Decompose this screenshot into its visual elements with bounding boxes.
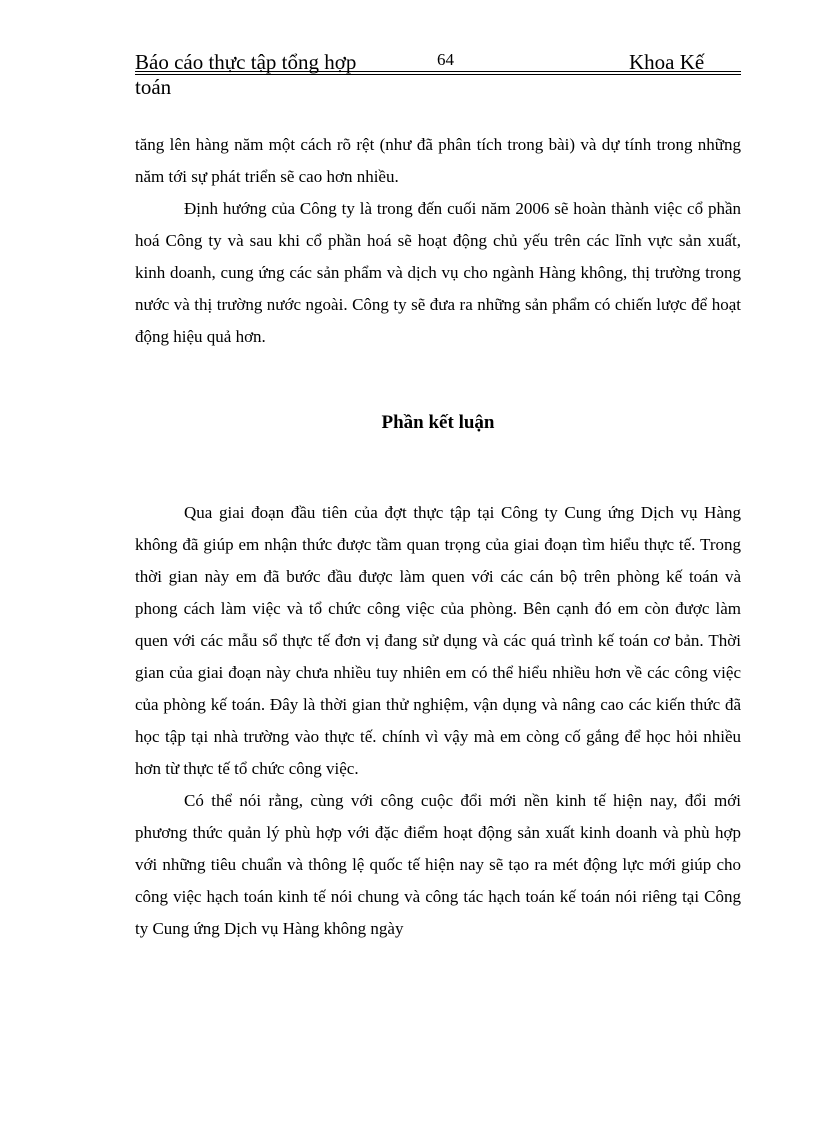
paragraph-conclusion-1: Qua giai đoạn đầu tiên của đợt thực tập tại Công ty Cung ứng Dịch vụ Hàng không đã giúp em nhận thức được tầm quan trọng của giai đoạn tìm hiểu thực tế. Trong thời gian này em đã bước đầu được làm quen với các cán bộ trên phòng kế toán và phong cách làm việc và tổ chức công việc của phòng. Bên cạnh đó em còn được làm quen với các mẫu sổ thực tế đơn vị đang sử dụng và các quá trình kế toán cơ bản. Thời gian của giai đoạn này chưa nhiều tuy nhiên em có thể hiểu nhiều hơn về các công việc của phòng kế toán. Đây là thời gian thử nghiệm, vận dụng và nâng cao các kiến thức đã học tập tại nhà trường vào thực tế. chính vì vậy mà em còng cố gắng để học hỏi nhiều hơn từ thực tế tổ chức công việc. — [135, 503, 741, 778]
page-number: 64 — [437, 50, 454, 69]
header-rule — [135, 71, 741, 75]
page-header — [135, 50, 741, 99]
paragraph-conclusion-2: Có thể nói rằng, cùng với công cuộc đổi mới nền kinh tế hiện nay, đổi mới phương thức quản lý phù hợp với đặc điểm hoạt động sản xuất kinh doanh và phù hợp với những tiêu chuẩn và thông lệ quốc tế hiện nay sẽ tạo ra mét động lực mới giúp cho công việc hạch toán kinh tế nói chung và công tác hạch toán kế toán nói riêng tại Công ty Cung ứng Dịch vụ Hàng không ngày — [135, 791, 741, 938]
section-heading-conclusion: Phần kết luận — [381, 412, 495, 433]
header-report-title: Báo cáo thực tập tổng hợp — [135, 50, 357, 74]
paragraph-continued: tăng lên hàng năm một cách rõ rệt (như đã phân tích trong bài) và dự tính trong những năm tới sự phát triển sẽ cao hơn nhiều. — [135, 135, 741, 186]
paragraph-orientation: Định hướng của Công ty là trong đến cuối năm 2006 sẽ hoàn thành việc cổ phần hoá Công ty và sau khi cổ phần hoá sẽ hoạt động chủ yếu trên các lĩnh vực sản xuất, kinh doanh, cung ứng các sản phẩm và dịch vụ cho ngành Hàng không, thị trường trong nước và thị trường nước ngoài. Công ty sẽ đưa ra những sản phẩm có chiến lược để hoạt động hiệu quả hơn. — [135, 199, 741, 346]
header-department: Khoa Kế — [629, 50, 705, 74]
page-body — [135, 129, 741, 945]
header-department-continued: toán — [135, 75, 172, 99]
